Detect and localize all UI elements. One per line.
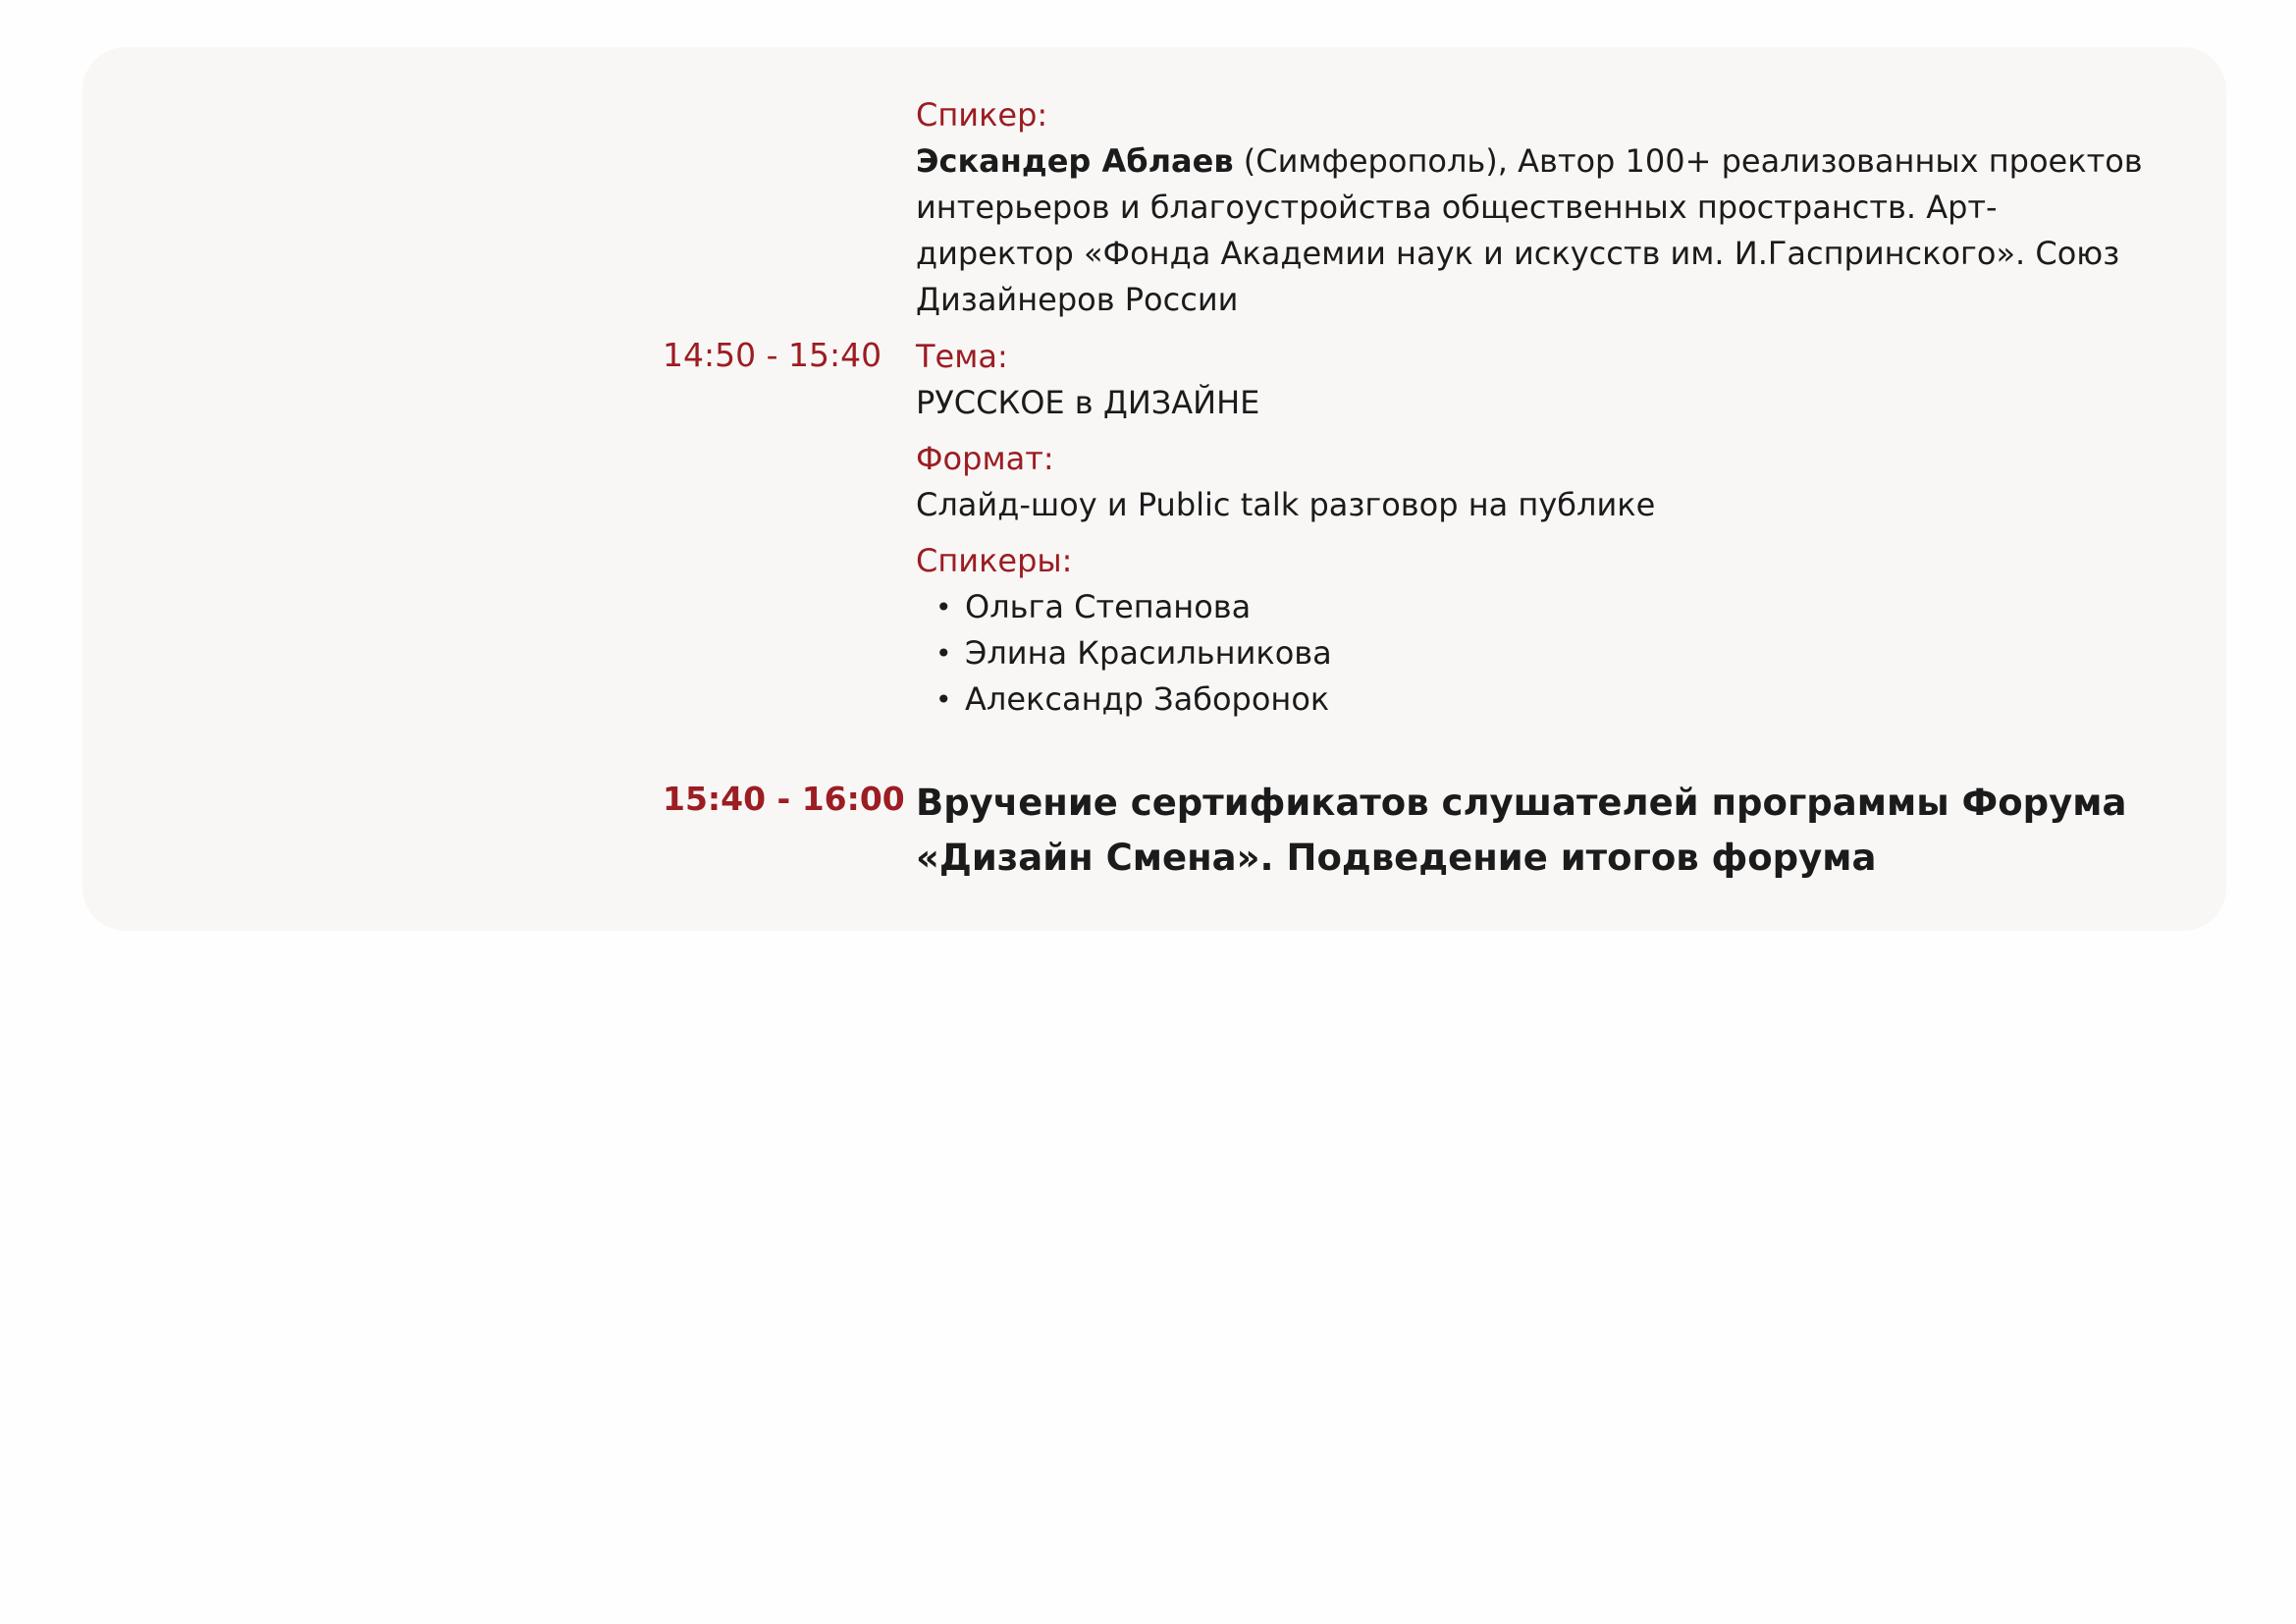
speaker-bio: (Симферополь), Автор 100+ реализованных проектов интерьеров и благоустройства общественных пространств. Арт-директор «Фонда Академии наук и искусств им. И.Гаспринского». Союз Дизайнеров России bbox=[916, 142, 2143, 318]
bullet-icon: • bbox=[935, 591, 952, 623]
speaker-label: Спикер: bbox=[916, 96, 1048, 134]
speaker-item: Ольга Степанова bbox=[965, 588, 1252, 625]
session-time: 14:50 - 15:40 bbox=[663, 336, 882, 374]
closing-title: Вручение сертификатов слушателей программы Форума «Дизайн Смена». Подведение итогов форума bbox=[916, 782, 2127, 879]
topic-value: РУССКОЕ в ДИЗАЙНЕ bbox=[916, 384, 1260, 421]
bullet-icon: • bbox=[935, 637, 952, 670]
session-block bbox=[916, 334, 2153, 723]
format-value: Слайд-шоу и Public talk разговор на публике bbox=[916, 486, 1656, 523]
list-item bbox=[916, 584, 2153, 630]
closing-time: 15:40 - 16:00 bbox=[663, 780, 905, 818]
speaker-name: Эскандер Аблаев bbox=[916, 142, 1234, 180]
speaker-item: Александр Заборонок bbox=[965, 680, 1330, 718]
topic-label: Тема: bbox=[916, 338, 1008, 375]
speaker-item: Элина Красильникова bbox=[965, 634, 1332, 672]
list-item bbox=[916, 630, 2153, 677]
speaker-block bbox=[916, 92, 2153, 323]
speakers-label: Спикеры: bbox=[916, 542, 1073, 579]
closing-block bbox=[916, 776, 2153, 886]
speakers-list bbox=[916, 584, 2153, 723]
list-item bbox=[916, 677, 2153, 723]
speaker-description bbox=[916, 138, 2153, 323]
format-label: Формат: bbox=[916, 440, 1054, 477]
bullet-icon: • bbox=[935, 683, 952, 716]
